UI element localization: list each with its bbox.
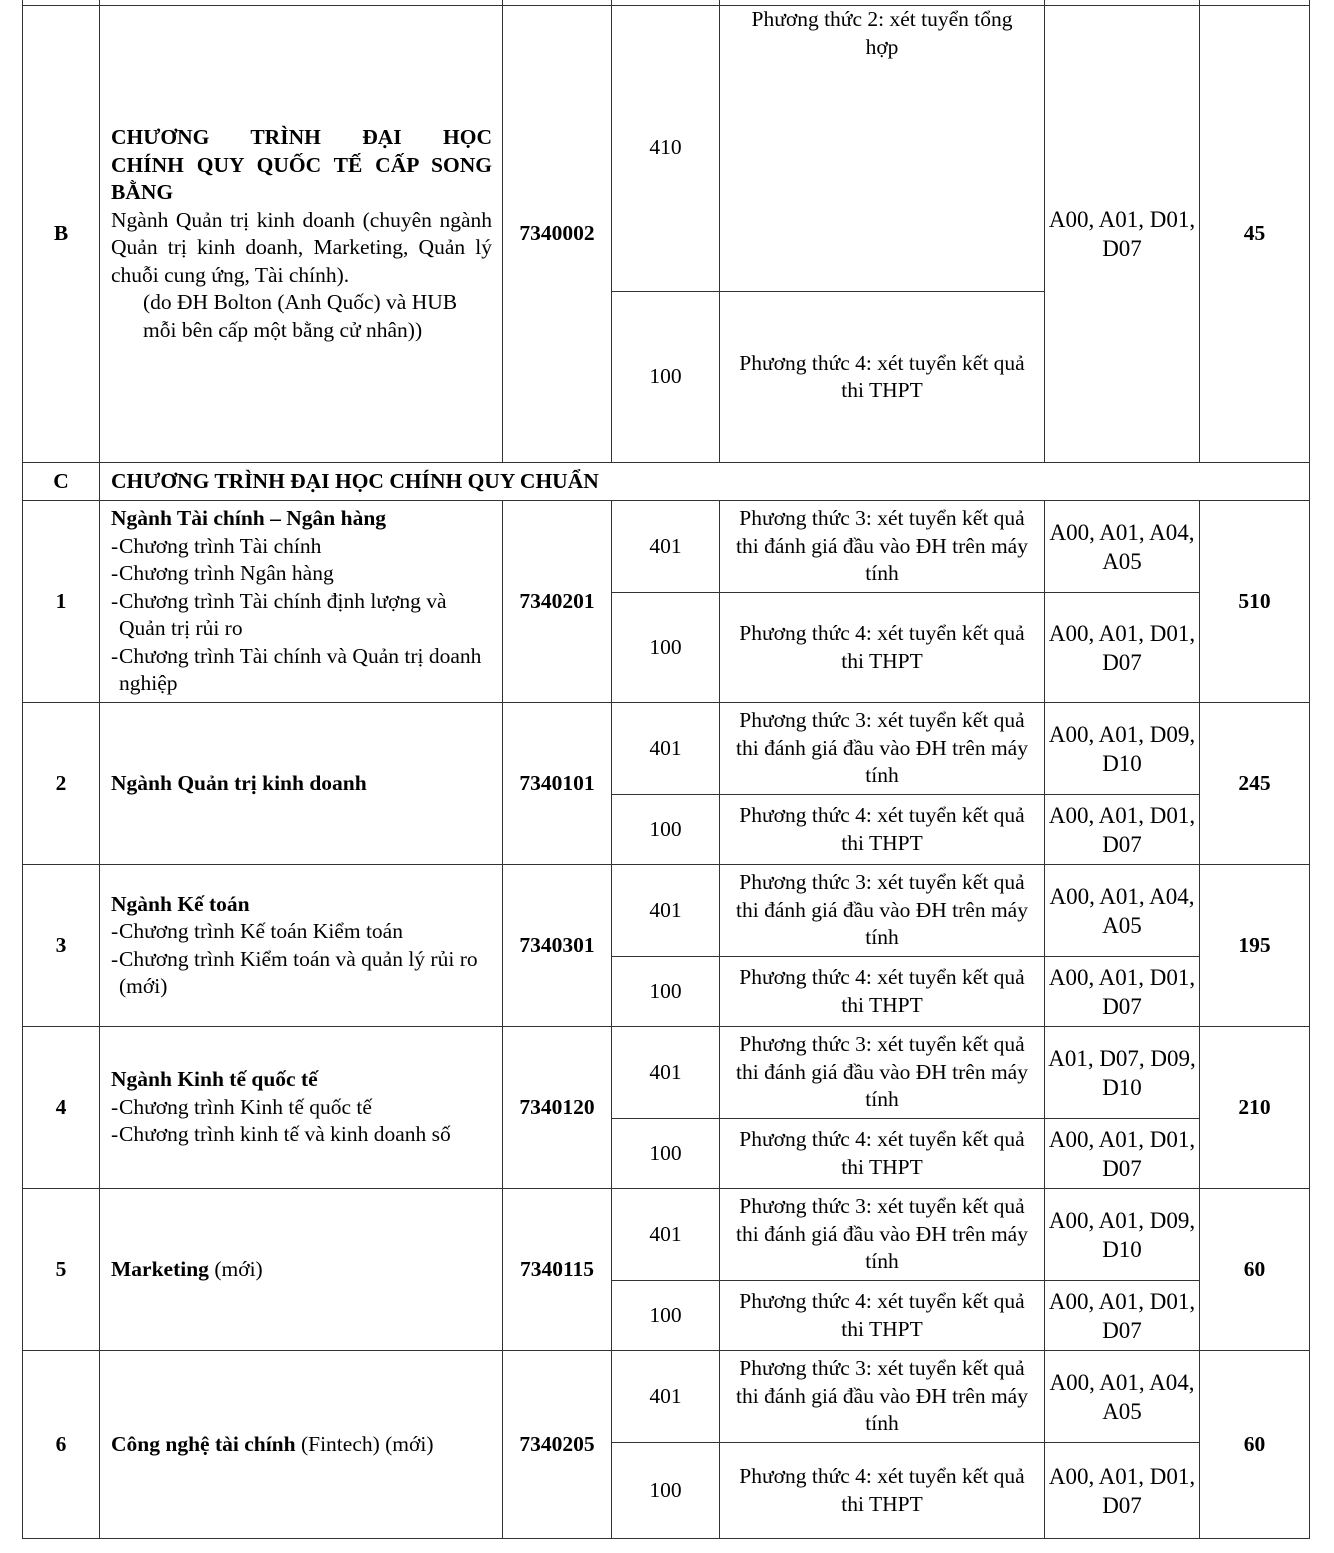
program-label: Chương trình Tài chính (119, 533, 322, 558)
program-item (111, 946, 492, 1001)
subject-combos: A00, A01, A04, A05 (1045, 865, 1200, 957)
subject-combos: A00, A01, D01, D07 (1045, 6, 1200, 463)
method-number: 410 (612, 6, 720, 292)
program-item (111, 918, 492, 946)
subject-combos: A00, A01, D01, D07 (1045, 593, 1200, 703)
section-b-code: 7340002 (503, 6, 612, 463)
subject-combos: A00, A01, D01, D07 (1045, 1443, 1200, 1539)
method-label: Phương thức 4: xét tuyển kết quả thi THPT (720, 1281, 1045, 1351)
dash-bullet: - (111, 561, 119, 586)
major-row (23, 703, 1310, 795)
subject-combos: A00, A01, D09, D10 (1045, 703, 1200, 795)
major-name: Công nghệ tài chính (111, 1431, 296, 1456)
section-b-name-cell (100, 6, 503, 463)
major-name-line (111, 505, 492, 533)
subject-combos: A00, A01, D09, D10 (1045, 1189, 1200, 1281)
method-number: 100 (612, 1443, 720, 1539)
section-b-note: (do ĐH Bolton (Anh Quốc) và HUB mỗi bên cấp một bằng cử nhân)) (143, 290, 458, 342)
major-code: 7340101 (503, 703, 612, 865)
major-name-cell (100, 1027, 503, 1189)
subject-combos: A00, A01, A04, A05 (1045, 501, 1200, 593)
method-number: 401 (612, 1027, 720, 1119)
method-label: Phương thức 3: xét tuyển kết quả thi đánh giá đầu vào ĐH trên máy tính (720, 501, 1045, 593)
method-number: 100 (612, 957, 720, 1027)
major-name-cell (100, 501, 503, 703)
method-number: 401 (612, 1351, 720, 1443)
major-stt: 3 (23, 865, 100, 1027)
method-label: Phương thức 4: xét tuyển kết quả thi THPT (720, 795, 1045, 865)
subject-combos: A00, A01, D01, D07 (1045, 795, 1200, 865)
major-name: Ngành Kinh tế quốc tế (111, 1067, 318, 1092)
program-item (111, 533, 492, 561)
major-code: 7340115 (503, 1189, 612, 1351)
method-number: 100 (612, 292, 720, 463)
major-name-cell (100, 865, 503, 1027)
method-number: 401 (612, 1189, 720, 1281)
program-item (111, 1094, 492, 1122)
quota: 210 (1200, 1027, 1310, 1189)
major-row (23, 1027, 1310, 1119)
method-label: Phương thức 4: xét tuyển kết quả thi THPT (720, 1119, 1045, 1189)
section-b-row-1 (23, 6, 1310, 292)
major-code: 7340205 (503, 1351, 612, 1539)
dash-bullet: - (111, 588, 119, 613)
method-label: Phương thức 4: xét tuyển kết quả thi THPT (720, 957, 1045, 1027)
method-label: Phương thức 3: xét tuyển kết quả thi đánh giá đầu vào ĐH trên máy tính (720, 1027, 1045, 1119)
section-b-stt: B (23, 6, 100, 463)
quota: 45 (1200, 6, 1310, 463)
section-b-title-line1: CHƯƠNG TRÌNH ĐẠI HỌC (111, 125, 492, 149)
program-item (111, 643, 492, 698)
quota: 60 (1200, 1189, 1310, 1351)
major-stt: 2 (23, 703, 100, 865)
method-label: Phương thức 4: xét tuyển kết quả thi THPT (720, 292, 1045, 463)
quota: 245 (1200, 703, 1310, 865)
program-item (111, 588, 492, 643)
method-number: 401 (612, 703, 720, 795)
major-name-cell (100, 703, 503, 865)
program-label: Chương trình Tài chính và Quản trị doanh nghiệp (119, 643, 482, 696)
method-label: Phương thức 3: xét tuyển kết quả thi đánh giá đầu vào ĐH trên máy tính (720, 1189, 1045, 1281)
major-name-line (111, 1066, 492, 1094)
method-label: Phương thức 3: xét tuyển kết quả thi đánh giá đầu vào ĐH trên máy tính (720, 865, 1045, 957)
major-row (23, 501, 1310, 593)
quota: 195 (1200, 865, 1310, 1027)
method-label: Phương thức 4: xét tuyển kết quả thi THPT (720, 1443, 1045, 1539)
major-name-suffix: (mới) (208, 1256, 263, 1281)
program-item (111, 560, 492, 588)
section-c-title: CHƯƠNG TRÌNH ĐẠI HỌC CHÍNH QUY CHUẨN (100, 463, 1310, 501)
subject-combos: A00, A01, D01, D07 (1045, 1281, 1200, 1351)
dash-bullet: - (111, 946, 119, 971)
major-name-line (111, 891, 492, 919)
major-name: Ngành Tài chính – Ngân hàng (111, 506, 387, 531)
major-stt: 1 (23, 501, 100, 703)
program-label: Chương trình Kinh tế quốc tế (119, 1094, 372, 1119)
major-name-line (111, 1431, 492, 1459)
section-b-title-line2: CHÍNH QUY QUỐC TẾ CẤP SONG BẰNG (111, 152, 492, 204)
section-c-row (23, 463, 1310, 501)
section-b-description: Ngành Quản trị kinh doanh (chuyên ngành Quản trị kinh doanh, Marketing, Quản lý chuỗi cung ứng, Tài chính). (111, 207, 492, 287)
major-name: Ngành Quản trị kinh doanh (111, 770, 367, 795)
major-name: Ngành Kế toán (111, 891, 250, 916)
program-label: Chương trình Tài chính định lượng và Quản trị rủi ro (119, 588, 447, 641)
method-number: 100 (612, 795, 720, 865)
method-label: Phương thức 3: xét tuyển kết quả thi đánh giá đầu vào ĐH trên máy tính (720, 703, 1045, 795)
major-stt: 5 (23, 1189, 100, 1351)
method-number: 100 (612, 1119, 720, 1189)
subject-combos: A00, A01, D01, D07 (1045, 1119, 1200, 1189)
dash-bullet: - (111, 919, 119, 943)
program-label: Chương trình Kế toán Kiểm toán (119, 919, 403, 943)
admission-table (22, 0, 1310, 1539)
major-code: 7340201 (503, 501, 612, 703)
method-number: 401 (612, 865, 720, 957)
major-code: 7340301 (503, 865, 612, 1027)
quota: 60 (1200, 1351, 1310, 1539)
major-name: Marketing (111, 1256, 209, 1281)
major-stt: 6 (23, 1351, 100, 1539)
major-row (23, 865, 1310, 957)
method-number: 100 (612, 593, 720, 703)
quota: 510 (1200, 501, 1310, 703)
method-label: Phương thức 4: xét tuyển kết quả thi THPT (720, 593, 1045, 703)
dash-bullet: - (111, 643, 119, 668)
section-c-stt: C (23, 463, 100, 501)
method-number: 100 (612, 1281, 720, 1351)
program-label: Chương trình Kiểm toán và quản lý rủi ro (mới) (119, 946, 478, 998)
program-label: Chương trình kinh tế và kinh doanh số (119, 1122, 451, 1147)
method-label: Phương thức 2: xét tuyển tổng hợp (720, 6, 1045, 292)
major-stt: 4 (23, 1027, 100, 1189)
major-name-suffix: (Fintech) (mới) (295, 1431, 434, 1456)
dash-bullet: - (111, 1122, 119, 1147)
major-name-line (111, 1256, 492, 1284)
method-number: 401 (612, 501, 720, 593)
major-row (23, 1351, 1310, 1443)
subject-combos: A01, D07, D09, D10 (1045, 1027, 1200, 1119)
program-item (111, 1121, 492, 1149)
method-label: Phương thức 3: xét tuyển kết quả thi đánh giá đầu vào ĐH trên máy tính (720, 1351, 1045, 1443)
section-b-title (111, 124, 492, 207)
major-code: 7340120 (503, 1027, 612, 1189)
major-name-cell (100, 1351, 503, 1539)
major-row (23, 1189, 1310, 1281)
dash-bullet: - (111, 533, 119, 558)
major-name-line (111, 770, 492, 798)
dash-bullet: - (111, 1094, 119, 1119)
subject-combos: A00, A01, A04, A05 (1045, 1351, 1200, 1443)
major-name-cell (100, 1189, 503, 1351)
program-label: Chương trình Ngân hàng (119, 561, 334, 586)
subject-combos: A00, A01, D01, D07 (1045, 957, 1200, 1027)
